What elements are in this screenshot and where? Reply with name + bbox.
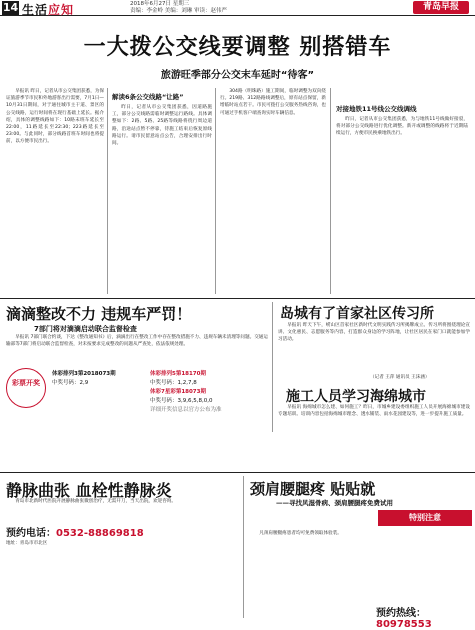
ad-left-address: 地址：青岛市市北区: [6, 541, 48, 546]
ad-left-phone[interactable]: 0532-88869818: [56, 528, 144, 539]
lottery-icon: 彩票开奖: [6, 368, 46, 408]
lottery-item: 体彩7星彩第18073期: [150, 389, 206, 395]
community-reporter: （记者 王萍 通讯员 王沫涵）: [370, 375, 430, 380]
ad-left: [0, 474, 240, 620]
ad-right-phone[interactable]: 80978553: [376, 619, 432, 630]
didi-headline: 滴滴整改不力 违规车严罚！: [6, 305, 192, 323]
lottery-col-left: [52, 370, 116, 388]
sponge-city-headline: 施工人员学习海绵城市: [286, 389, 426, 405]
lottery-item: 体彩排列3第2018073期: [52, 371, 116, 377]
newspaper-logo: 青岛早报: [413, 1, 469, 14]
didi-subhead: 7部门将对滴滴启动联合监督检查: [34, 325, 137, 333]
masthead-meta: [130, 1, 227, 15]
ad-right-title: 颈肩腰腿疼 贴贴就: [250, 480, 376, 498]
ad-right: [246, 474, 475, 630]
section-rule: [0, 298, 475, 299]
col-divider: [272, 302, 273, 432]
lottery-item: 中奖号码：2,9: [52, 380, 89, 386]
lottery-note: 详细开奖信息以官方公布为准: [150, 407, 222, 413]
lottery-item: 中奖号码：3,9,6,5,8,0,0: [150, 398, 213, 404]
didi-text: 早报讯 7部门联合约谈，下达《整改通知书》后，滴滴出行在整改工作中存在整改措施不力、违规车辆未清理等问题。交通运输部等7部门将启动联合监督检查，对未按要求完成整改的问题从严查处，依法依规处理。: [6, 335, 268, 348]
col-divider: [107, 88, 108, 294]
lottery-col-right: [150, 370, 222, 415]
lead-col2: 昨日，记者从市公交集团获悉，因道路施工，部分公交线路需临时调整运行路线。具体调整如下：2路、5路、25路等线路将绕行周边道路，沿途站点暂不停靠，待施工结束后恢复原线路运行。请市民留意站点公告，合理安排出行时间。: [112, 105, 212, 147]
ad-right-desc: 凡颈肩腰腿疼患者均可免费领取体验装。: [259, 531, 342, 536]
lead-headline: 一大拨公交线要调整 别搭错车: [83, 35, 392, 60]
lead-subhead: 旅游旺季部分公交末车延时“待客”: [160, 70, 315, 81]
ad-left-phone-row: [6, 524, 144, 539]
section-name: 应知: [48, 3, 75, 17]
masthead: [0, 0, 475, 16]
lead-col4: 昨日，记者从市公交集团获悉，为与地铁11号线做好接驳，将对部分公交线路进行优化调整。新开或调整的线路将于近期陆续运行，方便市民换乘地铁出行。: [336, 117, 468, 137]
col-divider: [330, 88, 331, 294]
ad-right-phone-row: [376, 604, 475, 630]
section-title: [22, 1, 74, 18]
ad-rule: [0, 472, 475, 473]
ad-right-phone-label: 预约热线：: [376, 608, 426, 619]
lottery-item: 中奖号码：1,2,7,8: [150, 380, 197, 386]
lead-col3: 304路（明珠路）施工期间，临时调整为双向绕行。219路、312路路线调整后，原有站点保留，新增临时站点若干。市民可拨打公交服务热线咨询，也可通过手机客户端查询实时车辆信息。: [220, 89, 326, 116]
lead-col2-subtitle: 解读6条公交线路“让路”: [112, 93, 184, 101]
lottery-box: [0, 366, 270, 426]
ad-left-phone-label: 预约电话：: [6, 528, 56, 539]
col-divider: [215, 88, 216, 294]
ad-left-title: 静脉曲张 血栓性静脉炎: [6, 481, 172, 500]
lottery-item: 体彩排列5第18170期: [150, 371, 206, 377]
editor-line: 责编：李金岭 美编：刘琳 审读：赵伟严: [130, 8, 227, 14]
sponge-city-text: 早报讯 海绵城市怎么建、如何施工？昨日，市城乡建设委组织施工人员开展海绵城市建设专题培训。培训内容包括海绵城市理念、透水铺装、雨水花园建设等，进一步提升施工质量。: [278, 405, 470, 418]
community-text: 早报讯 昨天下午，崂山区首家社区新时代文明实践传习所揭牌成立。传习所将围绕理论宣讲、文化惠民、志愿服务等内容，打造群众身边的学习阵地，让社区居民在家门口就能参加学习活动。: [278, 323, 470, 343]
col-divider: [243, 476, 244, 618]
ad-right-subtitle: ——寻找风湿骨病、颈肩腰腿疼免费试用: [276, 499, 393, 507]
lead-col4-subtitle: 对接地铁11号线公交线调线: [336, 105, 417, 113]
ad-left-desc: 青岛市北新时代医院开展静脉曲张微创治疗，无需开刀，当天出院，欢迎咨询。: [15, 499, 176, 504]
lead-col1: 早报讯 昨日，记者从市公交集团获悉，为保证旅游季节市民和外地游客出行需要，7月1日—10月31日期间，对于通往城市主干道、景区的公交线路，运行时间将在现行基础上延长。据介绍，具体的调整线路如下：10路末班车延长至22:00，11路延长至22:30；223路延长至23:00。与此同时，部分线路首班车时间也将提前，以方便市民出行。: [6, 89, 104, 145]
page-number: 14: [2, 1, 19, 14]
ad-right-banner: 特别注意: [378, 510, 472, 526]
community-headline: 岛城有了首家社区传习所: [280, 306, 434, 322]
date-line: 2018年6月27日 星期三: [130, 1, 190, 7]
section-prefix: 生活: [22, 3, 49, 17]
